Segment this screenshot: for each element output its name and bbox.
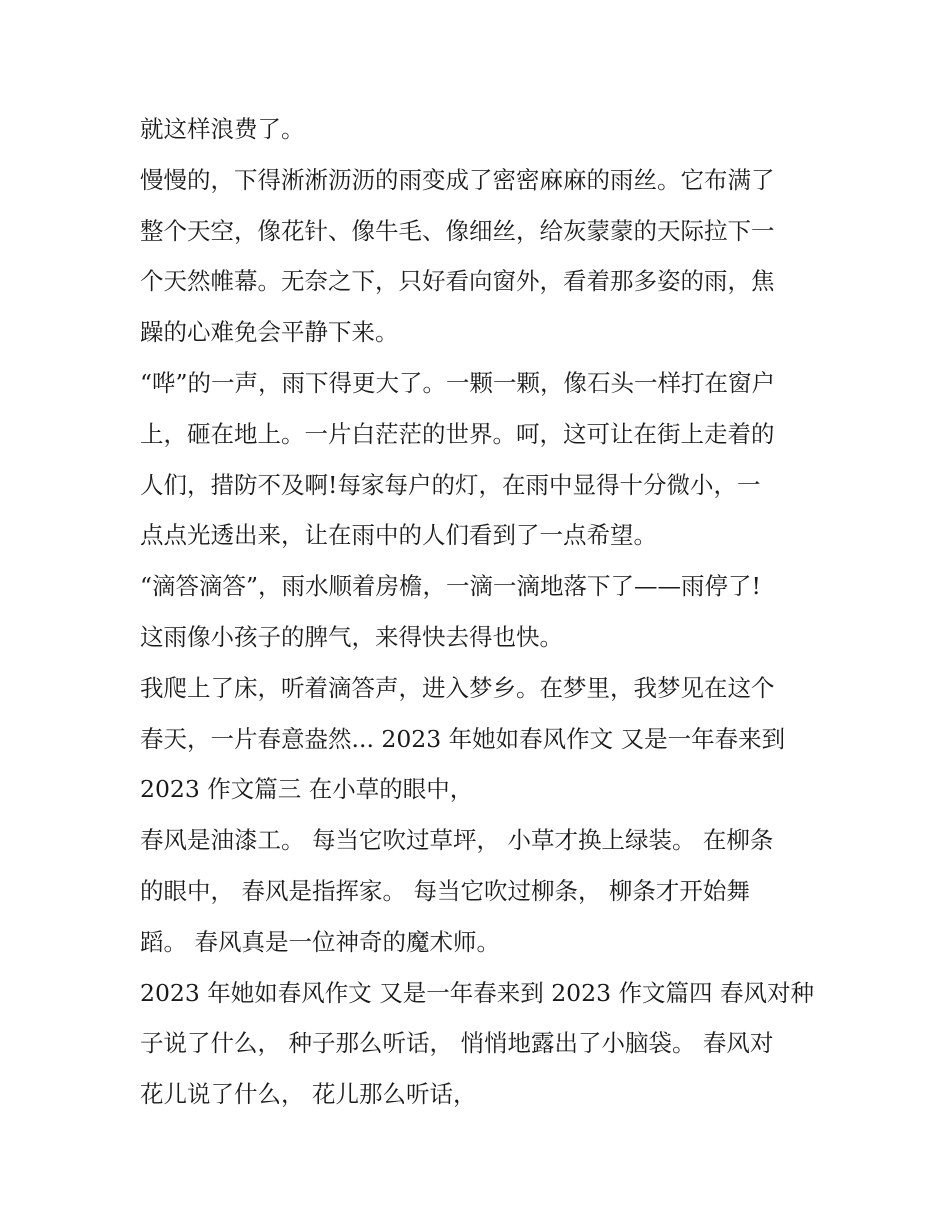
text-line-9: 点点光透出来，让在雨中的人们看到了一点希望。 — [140, 521, 657, 550]
text-line-8: 人们，措防不及啊!每家每户的灯，在雨中显得十分微小，一 — [140, 470, 761, 499]
text-line-16: 的眼中， 春风是指挥家。 每当它吹过柳条， 柳条才开始舞 — [140, 876, 750, 905]
text-line-11: 这雨像小孩子的脾气，来得快去得也快。 — [140, 622, 563, 651]
text-line-10: “滴答滴答”，雨水顺着房檐，一滴一滴地落下了——雨停了! — [140, 572, 761, 601]
text-line-19: 子说了什么， 种子那么听话， 悄悄地露出了小脑袋。 春风对 — [140, 1029, 774, 1058]
text-line-20: 花儿说了什么， 花儿那么听话， — [140, 1080, 477, 1109]
text-line-13: 春天，一片春意盎然... 2023 年她如春风作文 又是一年春来到 — [140, 724, 786, 753]
text-line-3: 整个天空，像花针、像牛毛、像细丝，给灰蒙蒙的天际拉下一 — [140, 216, 775, 245]
text-line-1: 就这样浪费了。 — [140, 115, 305, 143]
document-body — [140, 104, 820, 1120]
text-line-6: “哗”的一声，雨下得更大了。一颗一颗，像石头一样打在窗户 — [140, 368, 776, 397]
text-line-2: 慢慢的，下得淅淅沥沥的雨变成了密密麻麻的雨丝。它布满了 — [140, 165, 775, 194]
text-line-14: 2023 作文篇三 在小草的眼中， — [140, 775, 474, 804]
text-line-15: 春风是油漆工。 每当它吹过草坪， 小草才换上绿装。 在柳条 — [140, 826, 774, 855]
text-line-5: 躁的心难免会平静下来。 — [140, 318, 399, 347]
text-line-18: 2023 年她如春风作文 又是一年春来到 2023 作文篇四 春风对种 — [140, 978, 814, 1007]
text-line-4: 个天然帷幕。无奈之下，只好看向窗外，看着那多姿的雨，焦 — [140, 267, 775, 296]
text-line-17: 蹈。 春风真是一位神奇的魔术师。 — [140, 927, 500, 956]
text-line-7: 上，砸在地上。一片白茫茫的世界。呵，这可让在街上走着的 — [140, 419, 775, 448]
text-line-12: 我爬上了床，听着滴答声，进入梦乡。在梦里，我梦见在这个 — [140, 673, 775, 702]
